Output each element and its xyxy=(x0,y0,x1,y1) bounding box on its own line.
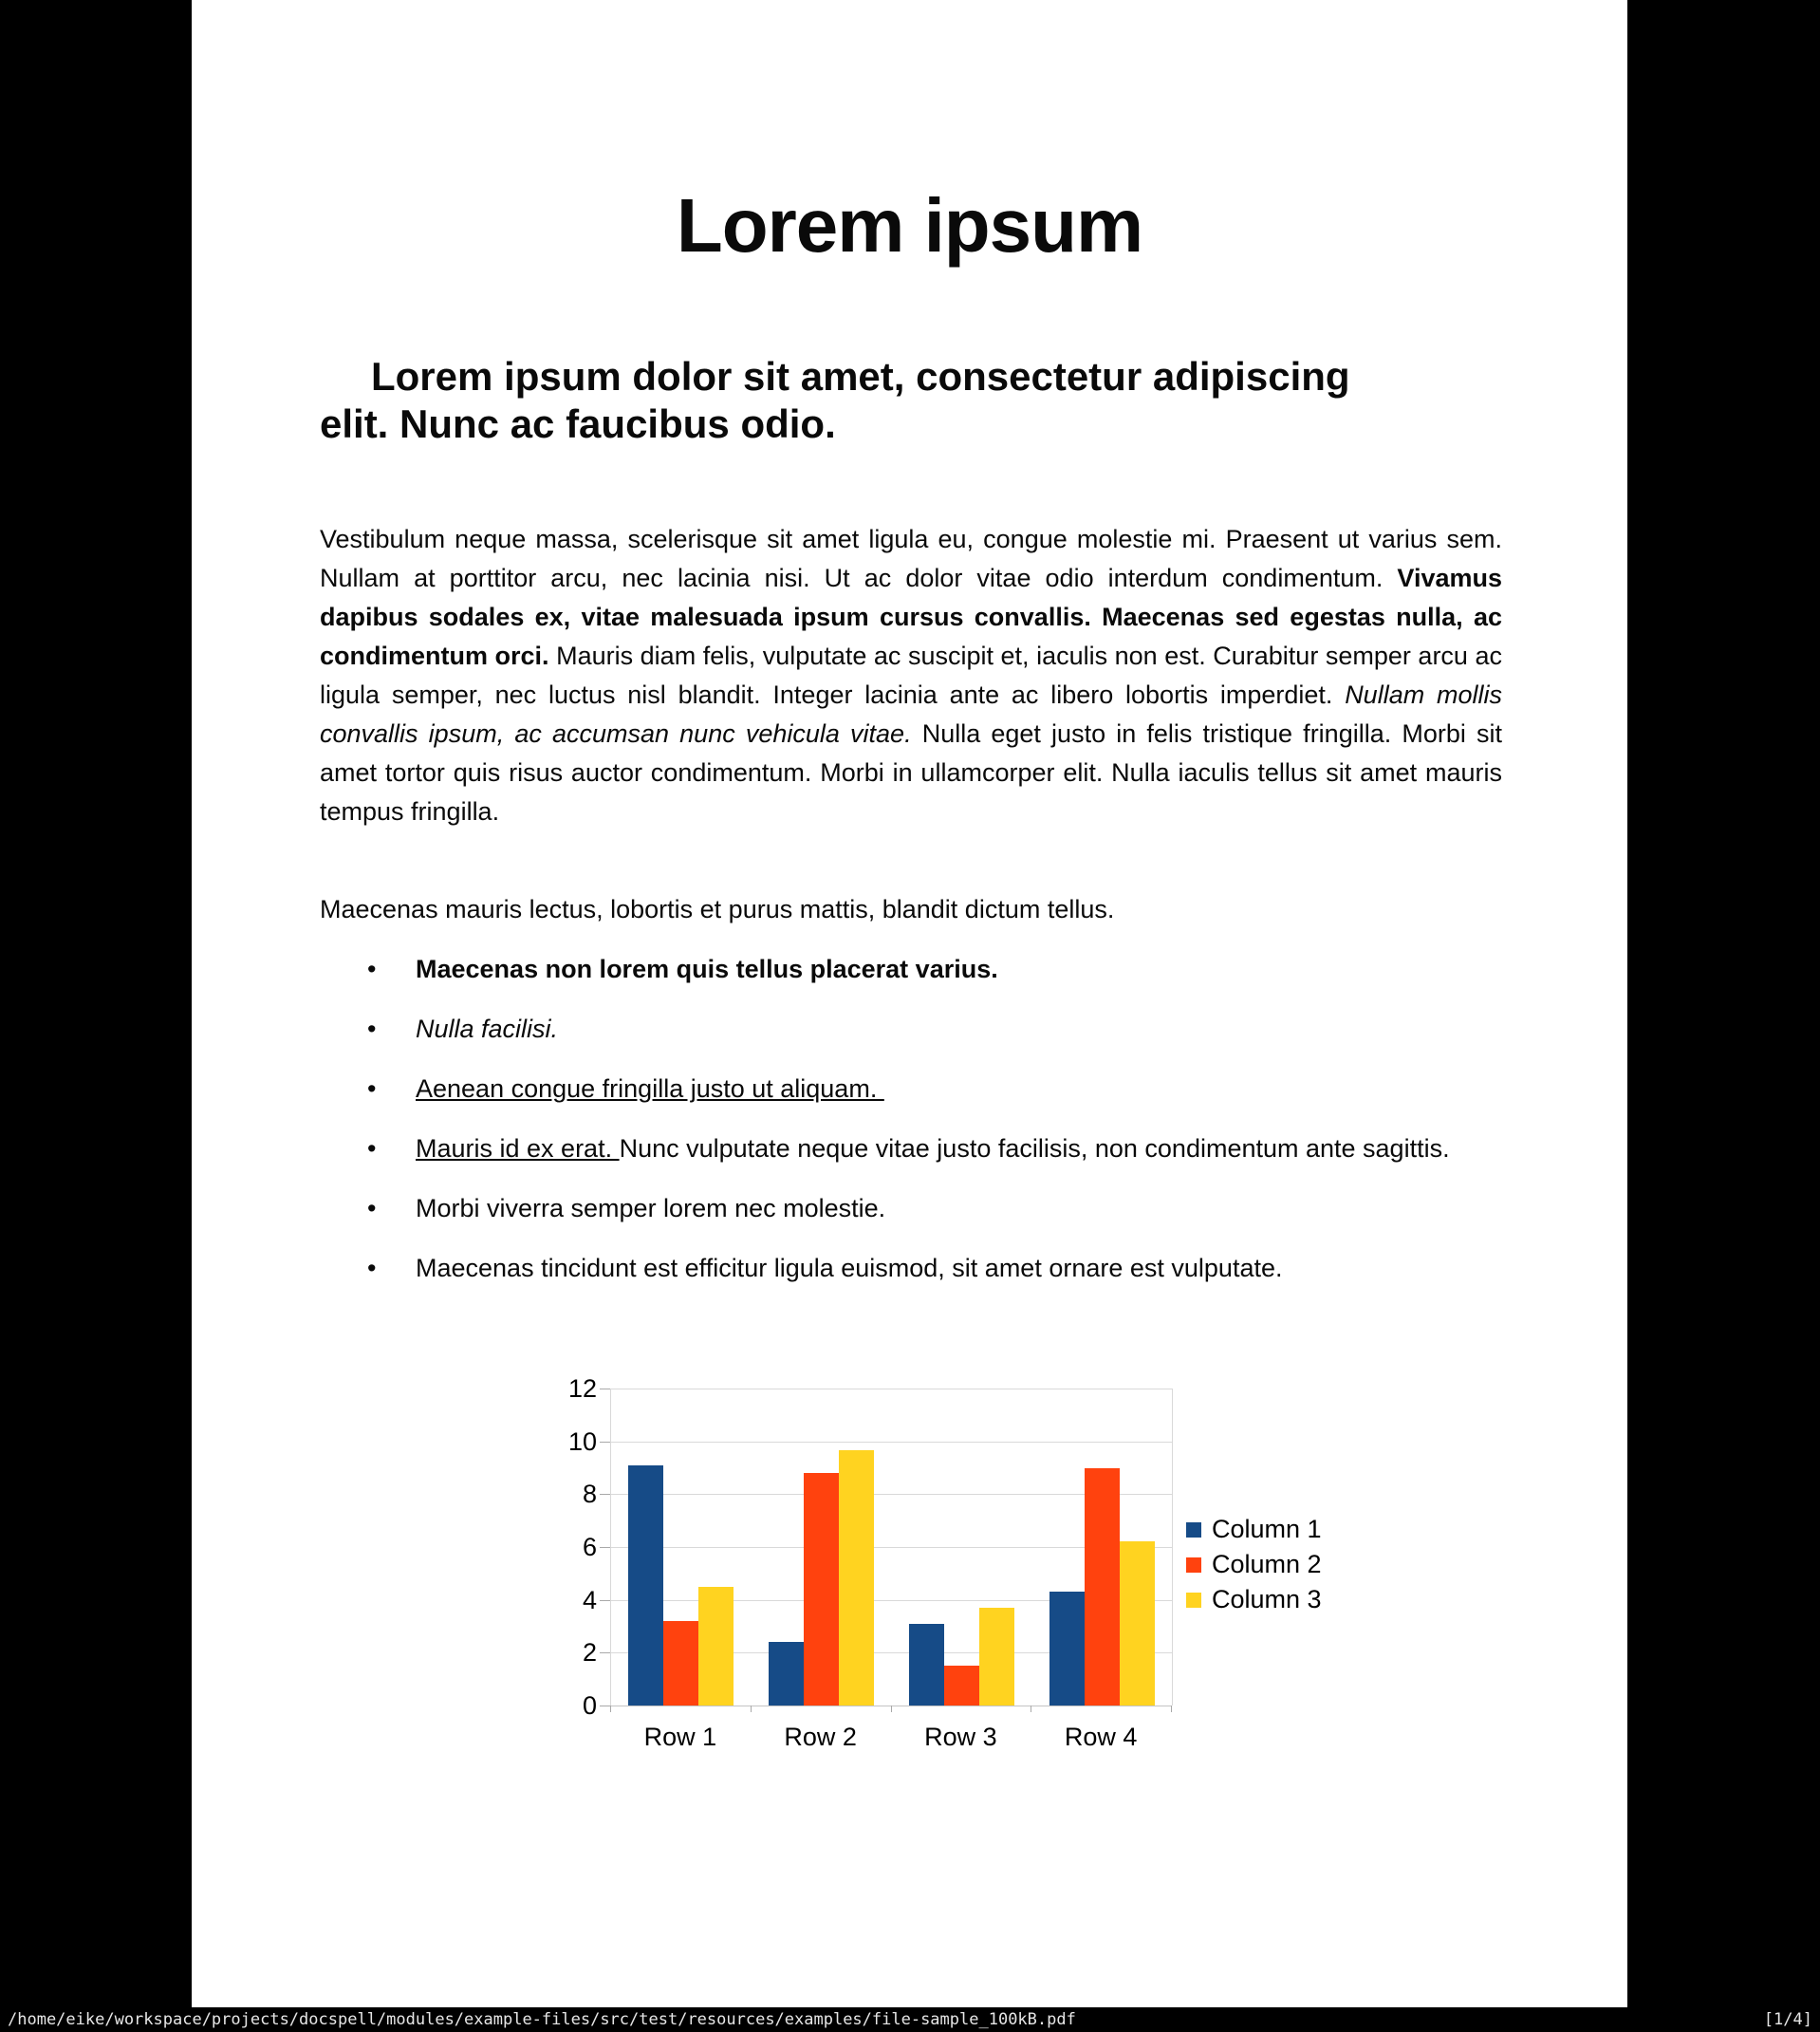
list-item-text-bold: Maecenas non lorem quis tellus placerat varius. xyxy=(416,955,998,983)
list-item xyxy=(320,1249,1502,1288)
x-axis-tick xyxy=(891,1706,892,1712)
list-item-text: Maecenas tincidunt est efficitur ligula euismod, sit amet ornare est vulputate. xyxy=(416,1254,1283,1282)
legend-item xyxy=(1186,1547,1322,1582)
paragraph-segment-bold: Vivamus dapibus sodales ex, vitae malesuada ipsum cursus convallis. Maecenas sed egestas nulla, ac condimentum orci. xyxy=(320,564,1502,670)
y-axis-tick-label: 10 xyxy=(567,1426,597,1456)
statusbar-page-indicator: [1/4] xyxy=(1763,2010,1812,2029)
y-axis-tick-label: 2 xyxy=(582,1638,597,1668)
y-axis-tick xyxy=(600,1547,610,1548)
x-axis-tick-label: Row 3 xyxy=(924,1723,997,1751)
bar-column-3 xyxy=(839,1450,874,1706)
bar-column-2 xyxy=(804,1473,839,1706)
paragraph-segment: Vestibulum neque massa, scelerisque sit amet ligula eu, congue molestie mi. Praesent ut varius sem. Nullam at porttitor arcu, nec lacinia nisi. Ut ac dolor vitae odio interdum condimentum. xyxy=(320,525,1502,592)
x-axis-tick-label: Row 1 xyxy=(643,1723,717,1751)
bar-column-1 xyxy=(1049,1592,1085,1706)
list-item xyxy=(320,1129,1502,1168)
bar-column-2 xyxy=(663,1621,698,1706)
x-axis-tick-label: Row 4 xyxy=(1064,1723,1138,1751)
document-title: Lorem ipsum xyxy=(676,183,1143,268)
legend-label: Column 2 xyxy=(1212,1550,1322,1578)
list-item xyxy=(320,1010,1502,1049)
legend-item xyxy=(1186,1582,1322,1617)
y-axis-tick xyxy=(600,1652,610,1653)
bullet-icon: • xyxy=(367,1194,377,1222)
y-axis-tick-label: 8 xyxy=(582,1480,597,1509)
gridline xyxy=(611,1547,1172,1548)
bar-column-3 xyxy=(1120,1541,1155,1706)
body-paragraph-2: Maecenas mauris lectus, lobortis et purus mattis, blandit dictum tellus. xyxy=(320,895,1115,923)
bar-column-1 xyxy=(628,1465,663,1706)
y-axis-tick-label: 6 xyxy=(582,1533,597,1561)
legend-label: Column 1 xyxy=(1212,1515,1322,1543)
bullet-icon: • xyxy=(367,1134,377,1163)
x-axis-tick xyxy=(751,1706,752,1712)
bar-column-2 xyxy=(1085,1468,1120,1706)
y-axis-tick xyxy=(600,1442,610,1443)
gridline xyxy=(611,1652,1172,1653)
list-item xyxy=(320,950,1502,989)
section-heading xyxy=(320,353,1502,448)
paragraph-segment-italic: Nullam mollis convallis ipsum, ac accumsan nunc vehicula vitae. xyxy=(320,680,1502,748)
bullet-list xyxy=(320,950,1502,1309)
chart-legend xyxy=(1186,1512,1322,1617)
bullet-icon: • xyxy=(367,1254,377,1282)
bullet-icon: • xyxy=(367,955,377,983)
bullet-icon: • xyxy=(367,1015,377,1043)
legend-swatch xyxy=(1186,1593,1201,1608)
heading-line-1: Lorem ipsum dolor sit amet, consectetur adipiscing xyxy=(371,354,1350,399)
y-axis-tick-label: 4 xyxy=(582,1585,597,1614)
gridline xyxy=(611,1442,1172,1443)
x-axis-tick xyxy=(1171,1706,1172,1712)
list-item xyxy=(320,1189,1502,1228)
bar-column-3 xyxy=(698,1587,734,1706)
y-axis-tick-label: 0 xyxy=(582,1691,597,1720)
list-item-text-underline: Mauris id ex erat. xyxy=(416,1134,620,1163)
list-item-text-underline: Aenean congue fringilla justo ut aliquam. xyxy=(416,1074,884,1103)
document-page[interactable] xyxy=(192,0,1627,2007)
list-item-text: Nunc vulputate neque vitae justo facilisis, non condimentum ante sagittis. xyxy=(619,1134,1450,1163)
list-item-text: Morbi viverra semper lorem nec molestie. xyxy=(416,1194,886,1222)
paragraph-segment: Mauris diam felis, vulputate ac suscipit et, iaculis non est. Curabitur semper arcu ac ligula semper, nec luctus nisl blandit. Integer lacinia ante ac libero lobortis imperdiet. xyxy=(320,642,1502,709)
list-item-text-italic: Nulla facilisi. xyxy=(416,1015,559,1043)
bar-column-1 xyxy=(909,1624,944,1706)
y-axis-tick xyxy=(600,1494,610,1495)
paragraph-segment: Nulla eget justo in felis tristique fringilla. Morbi sit amet tortor quis risus auctor condimentum. Morbi in ullamcorper elit. Nulla iaculis tellus sit amet mauris tempus fringilla. xyxy=(320,719,1503,826)
legend-item xyxy=(1186,1512,1322,1547)
bar-column-3 xyxy=(979,1608,1014,1706)
y-axis-tick-label: 12 xyxy=(567,1374,597,1403)
legend-label: Column 3 xyxy=(1212,1585,1322,1613)
y-axis-tick xyxy=(600,1600,610,1601)
bullet-icon: • xyxy=(367,1074,377,1103)
chart-plot-area xyxy=(610,1389,1173,1706)
gridline xyxy=(611,1600,1172,1601)
heading-line-2: elit. Nunc ac faucibus odio. xyxy=(320,401,836,446)
body-paragraph-1 xyxy=(320,520,1502,870)
legend-swatch xyxy=(1186,1522,1201,1538)
list-item xyxy=(320,1070,1502,1109)
legend-swatch xyxy=(1186,1557,1201,1573)
bar-column-2 xyxy=(944,1666,979,1706)
x-axis-tick xyxy=(610,1706,611,1712)
x-axis-tick-label: Row 2 xyxy=(784,1723,857,1751)
statusbar xyxy=(0,2007,1820,2032)
statusbar-file-path: /home/eike/workspace/projects/docspell/modules/example-files/src/test/resources/examples/file-sample_100kB.pdf xyxy=(8,2010,1076,2029)
gridline xyxy=(611,1494,1172,1495)
bar-column-1 xyxy=(769,1642,804,1706)
